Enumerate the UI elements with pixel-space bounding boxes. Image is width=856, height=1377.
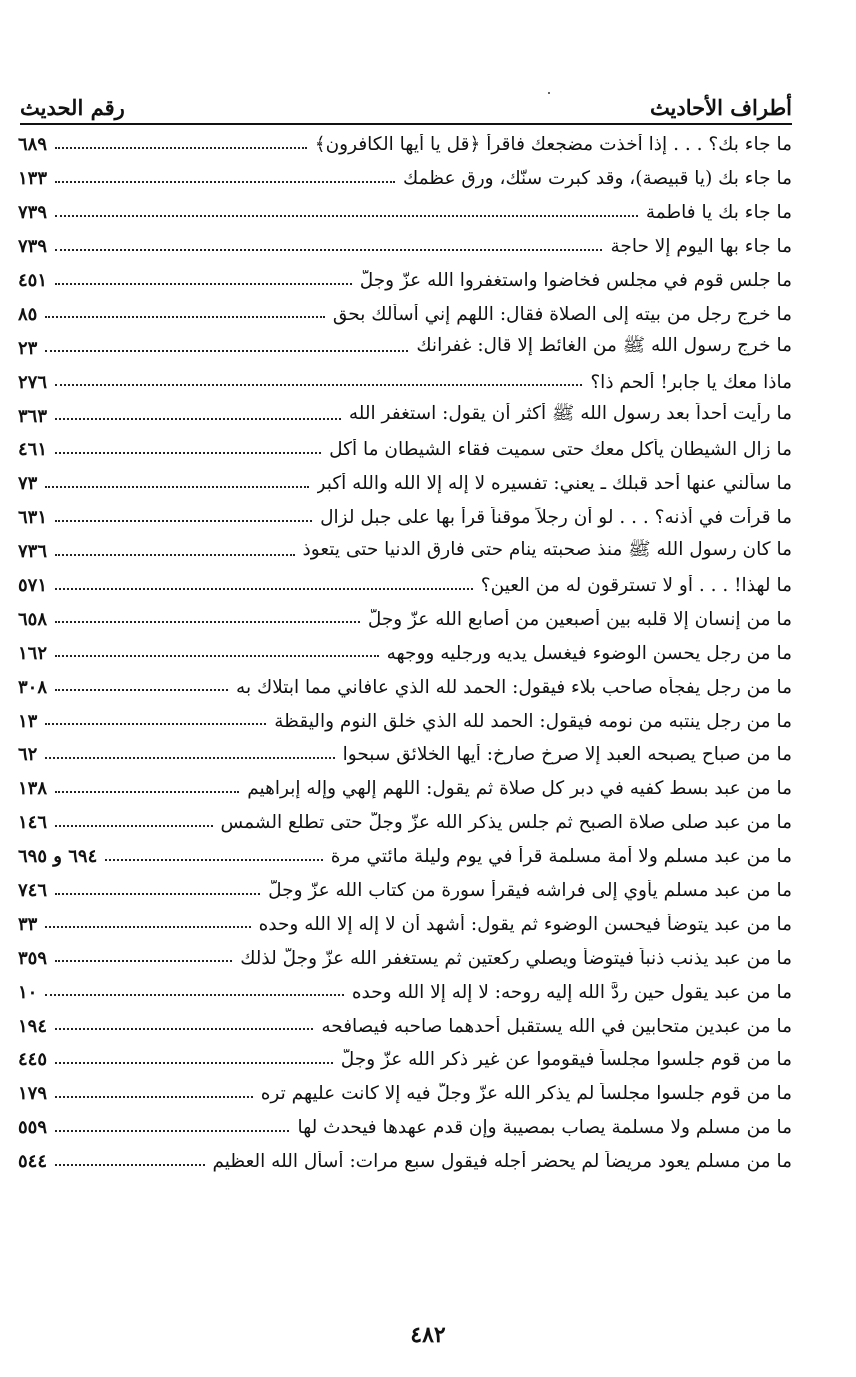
dot-leader bbox=[55, 893, 260, 895]
hadith-index-list bbox=[18, 128, 792, 1179]
entry-text: ما جاء بها اليوم إلا حاجة bbox=[610, 236, 792, 258]
entry-text: ما من رجل ينتبه من نومه فيقول: الحمد لله الذي خلق النوم واليقظة bbox=[274, 710, 792, 732]
entry-text: ما سألني عنها أحد قبلك ـ يعني: تفسيره لا إله إلا الله والله أكبر bbox=[316, 473, 792, 495]
index-entry bbox=[18, 704, 792, 738]
dot-leader bbox=[45, 757, 334, 759]
index-entry bbox=[18, 1043, 792, 1077]
entry-text: ما من عبد مسلم يأوي إلى فراشه فيقرأ سورة من كتاب الله عزّ وجلّ bbox=[268, 880, 792, 902]
header-title: أطراف الأحاديث bbox=[649, 95, 792, 120]
entry-text: ما من عبد يتوضأ فيحسن الوضوء ثم يقول: أشهد أن لا إله إلا الله وحده bbox=[258, 913, 792, 935]
index-entry bbox=[18, 907, 792, 941]
header-rule bbox=[20, 123, 792, 125]
hadith-number: ٣٦٣ bbox=[18, 405, 48, 427]
entry-text: ما من صباح يصبحه العبد إلا صرخ صارخ: أيها الخلائق سبحوا bbox=[342, 744, 792, 766]
dot-leader bbox=[55, 825, 213, 827]
entry-text: ما من عبد صلى صلاة الصبح ثم جلس يذكر الله عزّ وجلّ حتى تطلع الشمس bbox=[220, 812, 792, 834]
index-entry bbox=[18, 602, 792, 636]
hadith-number: ٢٣ bbox=[18, 337, 38, 359]
header-column-label: رقم الحديث bbox=[20, 95, 125, 120]
dot-leader bbox=[55, 689, 228, 691]
dot-leader bbox=[45, 723, 266, 725]
hadith-number: ١٦٢ bbox=[18, 642, 48, 664]
entry-text: ما رأيت أحداً بعد رسول الله ﷺ أكثر أن يقول: استغفر الله bbox=[348, 403, 792, 425]
dot-leader bbox=[45, 994, 343, 996]
hadith-number: ١٠ bbox=[18, 981, 38, 1003]
index-entry bbox=[18, 535, 792, 569]
dot-leader bbox=[55, 452, 321, 454]
hadith-number: ٦٥٨ bbox=[18, 608, 48, 630]
hadith-number: ٣٣ bbox=[18, 913, 38, 935]
dot-leader bbox=[55, 588, 473, 590]
index-entry bbox=[18, 806, 792, 840]
index-entry bbox=[18, 738, 792, 772]
hadith-number: ١٤٦ bbox=[18, 812, 48, 834]
entry-text: ما كان رسول الله ﷺ منذ صحبته ينام حتى فارق الدنيا حتى يتعوذ bbox=[302, 538, 792, 560]
hadith-number: ٧٣٩ bbox=[18, 202, 48, 224]
index-entry bbox=[18, 399, 792, 433]
hadith-number: ٧٣ bbox=[18, 473, 38, 495]
index-entry bbox=[18, 772, 792, 806]
dot-leader bbox=[55, 1164, 204, 1166]
dot-leader bbox=[55, 554, 295, 556]
dot-leader bbox=[45, 316, 324, 318]
dot-leader bbox=[55, 960, 232, 962]
dot-leader bbox=[55, 621, 360, 623]
entry-text: ما جلس قوم في مجلس فخاضوا واستغفروا الله عزّ وجلّ bbox=[359, 270, 792, 291]
index-entry bbox=[18, 1077, 792, 1111]
index-entry bbox=[18, 331, 792, 365]
index-entry bbox=[18, 467, 792, 501]
dot-leader bbox=[55, 1096, 253, 1098]
entry-text: ما خرج رجل من بيته إلى الصلاة فقال: اللهم إني أسألك بحق bbox=[332, 303, 792, 325]
hadith-number: ٧٤٦ bbox=[18, 880, 48, 902]
dot-leader bbox=[55, 249, 602, 251]
entry-text: ما من رجل يفجأه صاحب بلاء فيقول: الحمد لله الذي عافاني مما ابتلاك به bbox=[236, 676, 792, 698]
index-entry bbox=[18, 569, 792, 603]
hadith-number: ٧٣٩ bbox=[18, 236, 48, 258]
entry-text: ما من قوم جلسوا مجلساً لم يذكر الله عزّ وجلّ فيه إلا كانت عليهم تره bbox=[260, 1083, 792, 1105]
index-entry bbox=[18, 840, 792, 874]
dot-leader bbox=[55, 1028, 313, 1030]
hadith-number: ١٩٤ bbox=[18, 1015, 48, 1037]
hadith-number: ٦٢ bbox=[18, 744, 38, 766]
hadith-number: ٤٦١ bbox=[18, 439, 48, 461]
hadith-number: ٤٤٥ bbox=[18, 1049, 48, 1071]
dot-leader bbox=[55, 147, 307, 149]
entry-text: ما جاء بك؟ . . . إذا أخذت مضجعك فاقرأ ﴿قل يا أيها الكافرون﴾ bbox=[314, 134, 792, 156]
index-entry bbox=[18, 941, 792, 975]
hadith-number: ١٣٣ bbox=[18, 168, 48, 190]
dot-leader bbox=[45, 926, 250, 928]
hadith-number: ٦٨٩ bbox=[18, 134, 48, 156]
hadith-number: ١٧٩ bbox=[18, 1083, 48, 1105]
dot-leader bbox=[55, 215, 638, 217]
entry-text: ماذا معك يا جابر! ألحم ذا؟ bbox=[590, 371, 792, 393]
index-entry bbox=[18, 670, 792, 704]
entry-text: ما من رجل يحسن الوضوء فيغسل يديه ورجليه ووجهه bbox=[386, 642, 792, 664]
entry-text: ما من عبد بسط كفيه في دبر كل صلاة ثم يقول: اللهم إلهي وإله إبراهيم bbox=[247, 778, 792, 800]
index-entry bbox=[18, 365, 792, 399]
page-number: ٤٨٢ bbox=[410, 1322, 446, 1348]
hadith-number: ٥٤٤ bbox=[18, 1151, 48, 1173]
index-entry bbox=[18, 1009, 792, 1043]
entry-text: ما قرأت في أذنه؟ . . . لو أن رجلاً موقناً قرأ بها على جبل لزال bbox=[320, 507, 792, 529]
index-entry bbox=[18, 1111, 792, 1145]
running-header bbox=[20, 80, 792, 120]
hadith-number: ٥٥٩ bbox=[18, 1117, 48, 1139]
hadith-number: ٤٥١ bbox=[18, 270, 48, 291]
hadith-number: ٧٣٦ bbox=[18, 541, 48, 563]
dot-leader bbox=[55, 655, 379, 657]
index-entry bbox=[18, 196, 792, 230]
hadith-number: ٨٥ bbox=[18, 303, 38, 325]
dot-leader bbox=[105, 859, 323, 861]
entry-text: ما من عبد مسلم ولا أمة مسلمة قرأ في يوم وليلة مائتي مرة bbox=[330, 846, 792, 868]
entry-text: ما لهذا! . . . أو لا تسترقون له من العين؟ bbox=[480, 575, 792, 597]
index-entry bbox=[18, 975, 792, 1009]
hadith-number: ٢٧٦ bbox=[18, 371, 48, 393]
dot-leader bbox=[55, 520, 312, 522]
hadith-number: ٦٩٤ و ٦٩٥ bbox=[18, 846, 98, 868]
index-entry bbox=[18, 128, 792, 162]
hadith-number: ١٣٨ bbox=[18, 778, 48, 800]
index-entry bbox=[18, 874, 792, 908]
index-entry bbox=[18, 264, 792, 298]
entry-text: ما جاء بك (يا قبيصة)، وقد كبرت سنّك، ورق عظمك bbox=[402, 168, 792, 190]
dot-leader bbox=[45, 350, 408, 352]
entry-text: ما من قوم جلسوا مجلساً فيقوموا عن غير ذكر الله عزّ وجلّ bbox=[340, 1049, 792, 1071]
index-entry bbox=[18, 1145, 792, 1179]
hadith-number: ٣٥٩ bbox=[18, 947, 48, 969]
index-entry bbox=[18, 230, 792, 264]
hadith-number: ٣٠٨ bbox=[18, 676, 48, 698]
entry-text: ما من إنسان إلا قلبه بين أصبعين من أصابع الله عزّ وجلّ bbox=[367, 608, 792, 630]
entry-text: ما جاء بك يا فاطمة bbox=[645, 202, 792, 224]
entry-text: ما من مسلم يعود مريضاً لم يحضر أجله فيقول سبع مرات: أسأل الله العظيم bbox=[212, 1151, 792, 1173]
entry-text: ما من عبد يقول حين ردَّ الله إليه روحه: لا إله إلا الله وحده bbox=[351, 981, 792, 1003]
entry-text: ما زال الشيطان يأكل معك حتى سميت فقاء الشيطان ما أكل bbox=[329, 439, 792, 461]
hadith-number: ٥٧١ bbox=[18, 575, 48, 597]
hadith-number: ١٣ bbox=[18, 710, 38, 732]
entry-text: ما من عبد يذنب ذنباً فيتوضأ ويصلي ركعتين ثم يستغفر الله عزّ وجلّ لذلك bbox=[240, 947, 792, 969]
dot-leader bbox=[55, 283, 352, 285]
dot-leader bbox=[55, 1130, 289, 1132]
index-entry bbox=[18, 636, 792, 670]
index-entry bbox=[18, 433, 792, 467]
index-entry bbox=[18, 297, 792, 331]
dot-leader bbox=[55, 181, 395, 183]
dot-leader bbox=[55, 418, 341, 420]
entry-text: ما خرج رسول الله ﷺ من الغائط إلا قال: غفرانك bbox=[416, 335, 792, 357]
entry-text: ما من عبدين متحابين في الله يستقبل أحدهما صاحبه فيصافحه bbox=[321, 1015, 792, 1037]
dot-leader bbox=[45, 486, 308, 488]
entry-text: ما من مسلم ولا مسلمة يصاب بمصيبة وإن قدم عهدها فيحدث لها bbox=[297, 1117, 792, 1139]
dot-leader bbox=[55, 791, 239, 793]
dot-leader bbox=[55, 384, 582, 386]
index-entry bbox=[18, 501, 792, 535]
hadith-number: ٦٣١ bbox=[18, 507, 48, 529]
dot-leader bbox=[55, 1062, 333, 1064]
index-entry bbox=[18, 162, 792, 196]
